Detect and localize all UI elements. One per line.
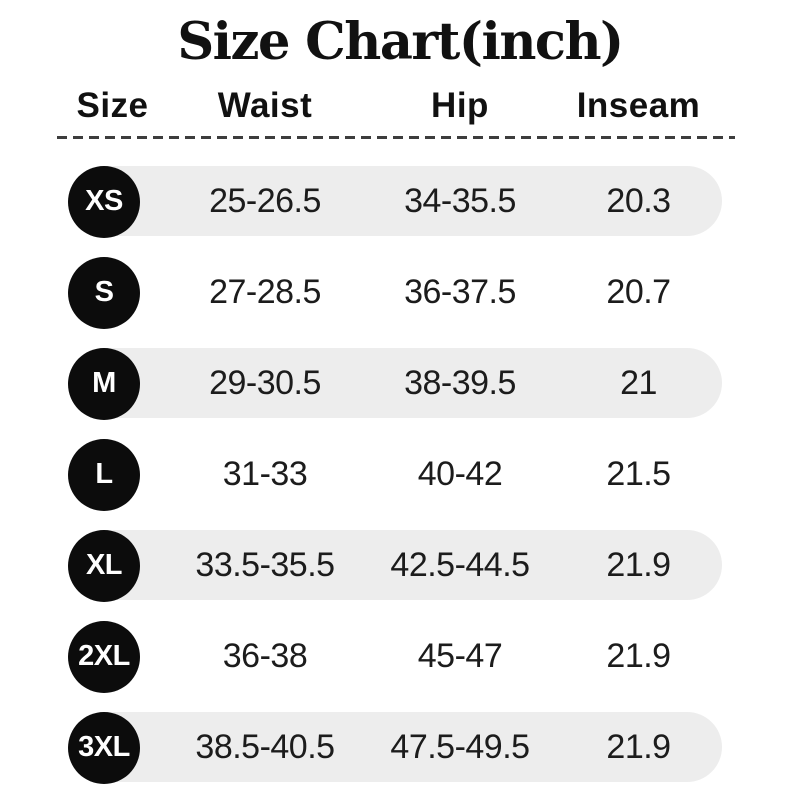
waist-cell: 27-28.5 xyxy=(209,273,321,312)
inseam-cell: 21.9 xyxy=(606,637,671,676)
hip-cell: 42.5-44.5 xyxy=(390,546,530,585)
inseam-cell: 21.5 xyxy=(606,455,671,494)
table-header-row xyxy=(60,81,722,131)
page-title: Size Chart(inch) xyxy=(177,12,623,72)
waist-cell: 33.5-35.5 xyxy=(195,546,335,585)
table-row xyxy=(60,702,722,793)
table-body xyxy=(60,156,722,793)
size-badge-label: S xyxy=(94,276,114,309)
size-badge-label: XL xyxy=(85,549,123,582)
size-badge xyxy=(68,166,140,238)
inseam-cell: 20.3 xyxy=(606,182,671,221)
size-badge xyxy=(68,257,140,329)
hip-cell: 40-42 xyxy=(417,455,503,494)
waist-cell: 38.5-40.5 xyxy=(195,728,335,767)
table-row xyxy=(60,247,722,338)
size-badge xyxy=(68,439,140,511)
hip-cell: 36-37.5 xyxy=(404,273,516,312)
waist-cell: 36-38 xyxy=(222,637,308,676)
size-badge xyxy=(68,348,140,420)
waist-cell: 31-33 xyxy=(222,455,308,494)
inseam-cell: 21 xyxy=(620,364,657,403)
inseam-cell: 21.9 xyxy=(606,728,671,767)
waist-cell: 25-26.5 xyxy=(209,182,321,221)
table-row xyxy=(60,156,722,247)
table-row xyxy=(60,429,722,520)
table-row xyxy=(60,520,722,611)
table-row xyxy=(60,338,722,429)
size-badge-label: XS xyxy=(85,185,123,218)
inseam-cell: 20.7 xyxy=(606,273,671,312)
size-badge-label: M xyxy=(92,367,116,400)
column-header-inseam: Inseam xyxy=(576,86,701,126)
size-badge-label: L xyxy=(95,458,113,491)
hip-cell: 45-47 xyxy=(417,637,503,676)
hip-cell: 34-35.5 xyxy=(404,182,516,221)
header-divider xyxy=(57,136,735,139)
size-badge xyxy=(68,712,140,784)
size-badge-label: 2XL xyxy=(78,640,130,673)
column-header-waist: Waist xyxy=(217,86,313,126)
table-row xyxy=(60,611,722,702)
hip-cell: 38-39.5 xyxy=(404,364,516,403)
size-badge xyxy=(68,621,140,693)
size-badge-label: 3XL xyxy=(78,731,130,764)
column-header-size: Size xyxy=(76,86,149,126)
size-chart-table xyxy=(57,81,735,793)
column-header-hip: Hip xyxy=(431,86,489,126)
inseam-cell: 21.9 xyxy=(606,546,671,585)
size-badge xyxy=(68,530,140,602)
hip-cell: 47.5-49.5 xyxy=(390,728,530,767)
waist-cell: 29-30.5 xyxy=(209,364,321,403)
